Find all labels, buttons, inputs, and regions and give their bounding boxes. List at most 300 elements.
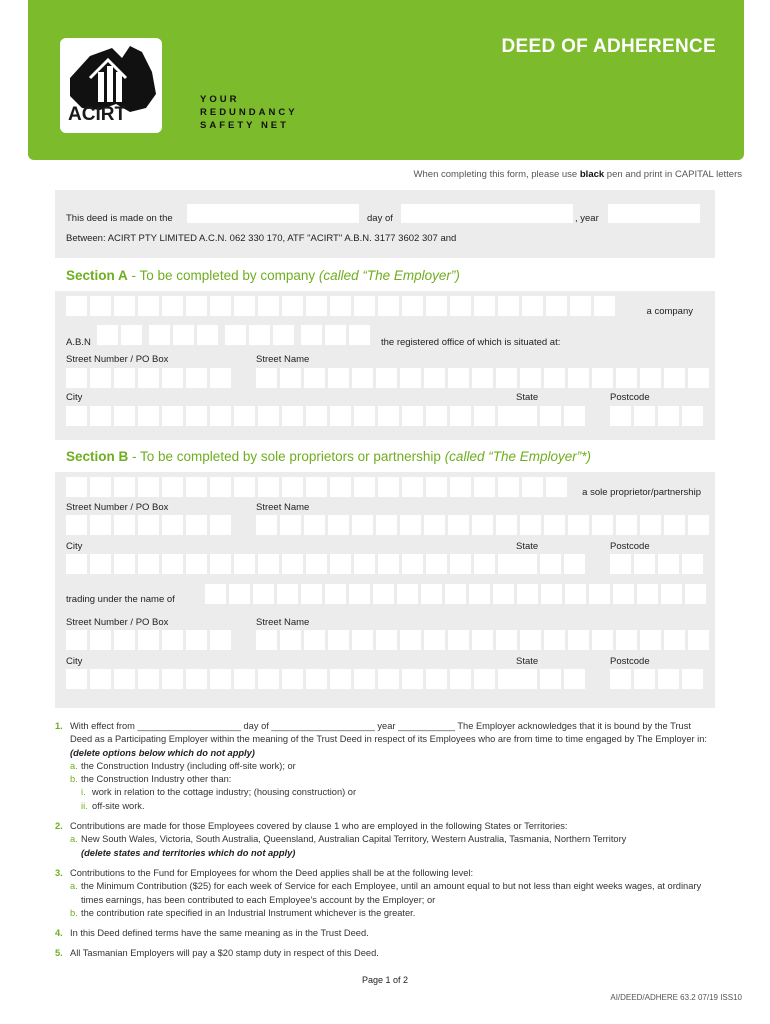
- character-box[interactable]: [114, 477, 135, 497]
- character-box[interactable]: [540, 669, 561, 689]
- character-box[interactable]: [90, 296, 111, 316]
- state-boxes[interactable]: [516, 554, 585, 574]
- state-label: State: [516, 656, 539, 667]
- character-box[interactable]: [280, 368, 301, 388]
- deed-day-field[interactable]: [187, 204, 359, 223]
- character-box[interactable]: [450, 477, 471, 497]
- character-box[interactable]: [426, 296, 447, 316]
- character-box[interactable]: [354, 296, 375, 316]
- character-box[interactable]: [376, 515, 397, 535]
- clause-number: 2.: [55, 821, 63, 832]
- city-boxes[interactable]: [66, 669, 519, 689]
- character-box[interactable]: [210, 630, 231, 650]
- street-number-label: Street Number / PO Box: [66, 502, 169, 513]
- character-box[interactable]: [658, 669, 679, 689]
- character-box[interactable]: [234, 477, 255, 497]
- state-boxes[interactable]: [516, 669, 585, 689]
- character-box[interactable]: [616, 368, 637, 388]
- character-box[interactable]: [426, 406, 447, 426]
- character-box[interactable]: [66, 554, 87, 574]
- character-box[interactable]: [256, 368, 277, 388]
- character-box[interactable]: [162, 554, 183, 574]
- between-text: Between: ACIRT PTY LIMITED A.C.N. 062 330 170, ATF "ACIRT" A.B.N. 3177 3602 307 and: [66, 233, 457, 244]
- deed-month-field[interactable]: [401, 204, 573, 223]
- character-box[interactable]: [328, 515, 349, 535]
- clause-note: (delete states and territories which do not apply): [81, 847, 296, 858]
- character-box[interactable]: [448, 515, 469, 535]
- character-box[interactable]: [376, 630, 397, 650]
- character-box[interactable]: [90, 477, 111, 497]
- character-box[interactable]: [90, 669, 111, 689]
- character-box[interactable]: [210, 368, 231, 388]
- character-box[interactable]: [546, 477, 567, 497]
- abn-boxes-4[interactable]: [301, 325, 370, 345]
- clause-4: [55, 927, 715, 940]
- street-number-boxes[interactable]: [66, 630, 231, 650]
- character-box[interactable]: [594, 296, 615, 316]
- character-box[interactable]: [540, 406, 561, 426]
- street-number-label: Street Number / PO Box: [66, 617, 169, 628]
- day-of-label: day of: [367, 213, 393, 224]
- character-box[interactable]: [121, 325, 142, 345]
- character-box[interactable]: [138, 669, 159, 689]
- character-box[interactable]: [301, 325, 322, 345]
- clause-text: All Tasmanian Employers will pay a $20 stamp duty in respect of this Deed.: [70, 948, 379, 959]
- character-box[interactable]: [66, 296, 87, 316]
- character-box[interactable]: [472, 515, 493, 535]
- clause-text: Contributions are made for those Employees covered by clause 1 who are employed in the following States or Territories:: [70, 821, 568, 832]
- section-a-title: [66, 268, 460, 283]
- character-box[interactable]: [210, 296, 231, 316]
- character-box[interactable]: [234, 406, 255, 426]
- postcode-label: Postcode: [610, 656, 650, 667]
- character-box[interactable]: [186, 630, 207, 650]
- street-name-boxes[interactable]: [256, 630, 709, 650]
- character-box[interactable]: [304, 515, 325, 535]
- character-box[interactable]: [517, 584, 538, 604]
- character-box[interactable]: [378, 554, 399, 574]
- character-box[interactable]: [97, 325, 118, 345]
- clause-option: the Minimum Contribution ($25) for each week of Service for each Employee, until an amount equal to but not less than eight weeks wages, at ordinary times earnings, has been contributed to each Employee's account by the Employer; or: [81, 881, 702, 905]
- character-box[interactable]: [304, 368, 325, 388]
- character-box[interactable]: [229, 584, 250, 604]
- character-box[interactable]: [568, 368, 589, 388]
- street-number-label: Street Number / PO Box: [66, 354, 169, 365]
- character-box[interactable]: [210, 554, 231, 574]
- instruction-text: pen and print in CAPITAL letters: [604, 169, 742, 180]
- character-box[interactable]: [90, 406, 111, 426]
- character-box[interactable]: [400, 515, 421, 535]
- character-box[interactable]: [520, 515, 541, 535]
- character-box[interactable]: [330, 477, 351, 497]
- character-box[interactable]: [564, 554, 585, 574]
- character-box[interactable]: [613, 584, 634, 604]
- character-box[interactable]: [616, 630, 637, 650]
- character-box[interactable]: [616, 515, 637, 535]
- page-title: DEED OF ADHERENCE: [501, 36, 716, 57]
- character-box[interactable]: [610, 669, 631, 689]
- section-a-called: (called “The Employer”): [318, 268, 460, 283]
- character-box[interactable]: [186, 368, 207, 388]
- character-box[interactable]: [658, 406, 679, 426]
- character-box[interactable]: [304, 630, 325, 650]
- abn-boxes-2[interactable]: [149, 325, 218, 345]
- clause-letter: b.: [70, 774, 78, 785]
- character-box[interactable]: [496, 368, 517, 388]
- character-box[interactable]: [448, 630, 469, 650]
- character-box[interactable]: [162, 406, 183, 426]
- character-box[interactable]: [378, 477, 399, 497]
- character-box[interactable]: [400, 630, 421, 650]
- character-box[interactable]: [114, 554, 135, 574]
- street-name-boxes[interactable]: [256, 368, 709, 388]
- deed-year-field[interactable]: [608, 204, 700, 223]
- character-box[interactable]: [249, 325, 270, 345]
- street-name-label: Street Name: [256, 617, 310, 628]
- character-box[interactable]: [66, 515, 87, 535]
- character-box[interactable]: [634, 406, 655, 426]
- character-box[interactable]: [688, 515, 709, 535]
- character-box[interactable]: [564, 669, 585, 689]
- postcode-boxes[interactable]: [610, 406, 703, 426]
- character-box[interactable]: [498, 296, 519, 316]
- section-a-label: Section A: [66, 268, 128, 283]
- state-boxes[interactable]: [516, 406, 585, 426]
- character-box[interactable]: [114, 368, 135, 388]
- street-name-label: Street Name: [256, 354, 310, 365]
- character-box[interactable]: [256, 630, 277, 650]
- character-box[interactable]: [325, 584, 346, 604]
- character-box[interactable]: [114, 406, 135, 426]
- character-box[interactable]: [306, 406, 327, 426]
- character-box[interactable]: [186, 296, 207, 316]
- clause-3: [55, 867, 715, 920]
- character-box[interactable]: [256, 515, 277, 535]
- character-box[interactable]: [589, 584, 610, 604]
- character-box[interactable]: [114, 515, 135, 535]
- character-box[interactable]: [450, 554, 471, 574]
- character-box[interactable]: [354, 406, 375, 426]
- character-box[interactable]: [496, 515, 517, 535]
- character-box[interactable]: [685, 584, 706, 604]
- character-box[interactable]: [664, 368, 685, 388]
- character-box[interactable]: [376, 368, 397, 388]
- character-box[interactable]: [378, 669, 399, 689]
- clause-number: 5.: [55, 948, 63, 959]
- city-boxes[interactable]: [66, 406, 519, 426]
- character-box[interactable]: [210, 406, 231, 426]
- character-box[interactable]: [424, 368, 445, 388]
- character-box[interactable]: [354, 669, 375, 689]
- character-box[interactable]: [450, 296, 471, 316]
- character-box[interactable]: [634, 554, 655, 574]
- character-box[interactable]: [682, 669, 703, 689]
- character-box[interactable]: [688, 368, 709, 388]
- character-box[interactable]: [448, 368, 469, 388]
- character-box[interactable]: [258, 669, 279, 689]
- character-box[interactable]: [445, 584, 466, 604]
- clauses: [55, 720, 715, 968]
- character-box[interactable]: [682, 406, 703, 426]
- character-box[interactable]: [352, 515, 373, 535]
- character-box[interactable]: [426, 669, 447, 689]
- state-label: State: [516, 541, 539, 552]
- character-box[interactable]: [544, 630, 565, 650]
- character-box[interactable]: [400, 368, 421, 388]
- year-label: , year: [575, 213, 599, 224]
- character-box[interactable]: [592, 630, 613, 650]
- character-box[interactable]: [273, 325, 294, 345]
- city-boxes[interactable]: [66, 554, 519, 574]
- clause-option: the Construction Industry (including off-site work); or: [81, 760, 296, 771]
- character-box[interactable]: [498, 477, 519, 497]
- character-box[interactable]: [234, 554, 255, 574]
- section-a-panel: [55, 291, 715, 440]
- character-box[interactable]: [90, 630, 111, 650]
- character-box[interactable]: [328, 630, 349, 650]
- character-box[interactable]: [540, 554, 561, 574]
- character-box[interactable]: [149, 325, 170, 345]
- character-box[interactable]: [570, 296, 591, 316]
- character-box[interactable]: [661, 584, 682, 604]
- character-box[interactable]: [162, 515, 183, 535]
- character-box[interactable]: [402, 669, 423, 689]
- character-box[interactable]: [205, 584, 226, 604]
- character-box[interactable]: [162, 368, 183, 388]
- character-box[interactable]: [493, 584, 514, 604]
- character-box[interactable]: [474, 554, 495, 574]
- character-box[interactable]: [210, 515, 231, 535]
- character-box[interactable]: [210, 477, 231, 497]
- character-box[interactable]: [522, 477, 543, 497]
- character-box[interactable]: [234, 296, 255, 316]
- character-box[interactable]: [522, 296, 543, 316]
- character-box[interactable]: [592, 515, 613, 535]
- character-box[interactable]: [354, 477, 375, 497]
- abn-boxes-3[interactable]: [225, 325, 294, 345]
- trading-name-label: trading under the name of: [66, 594, 175, 605]
- postcode-boxes[interactable]: [610, 554, 703, 574]
- character-box[interactable]: [426, 554, 447, 574]
- character-box[interactable]: [354, 554, 375, 574]
- character-box[interactable]: [378, 296, 399, 316]
- tagline-line: YOUR: [200, 94, 240, 105]
- character-box[interactable]: [186, 477, 207, 497]
- postcode-boxes[interactable]: [610, 669, 703, 689]
- character-box[interactable]: [138, 406, 159, 426]
- clause-option: work in relation to the cottage industry; (housing construction) or: [92, 787, 357, 798]
- character-box[interactable]: [330, 669, 351, 689]
- character-box[interactable]: [426, 477, 447, 497]
- deed-date-panel: [55, 190, 715, 258]
- character-box[interactable]: [162, 477, 183, 497]
- character-box[interactable]: [450, 669, 471, 689]
- character-box[interactable]: [546, 296, 567, 316]
- character-box[interactable]: [306, 296, 327, 316]
- clause-number: 3.: [55, 867, 63, 878]
- character-box[interactable]: [424, 515, 445, 535]
- character-box[interactable]: [520, 630, 541, 650]
- character-box[interactable]: [282, 669, 303, 689]
- character-box[interactable]: [90, 368, 111, 388]
- character-box[interactable]: [162, 296, 183, 316]
- character-box[interactable]: [544, 368, 565, 388]
- character-box[interactable]: [658, 554, 679, 574]
- character-box[interactable]: [424, 630, 445, 650]
- character-box[interactable]: [373, 584, 394, 604]
- character-box[interactable]: [114, 630, 135, 650]
- postcode-label: Postcode: [610, 541, 650, 552]
- character-box[interactable]: [402, 554, 423, 574]
- section-a-text: - To be completed by company: [127, 268, 319, 283]
- character-box[interactable]: [162, 669, 183, 689]
- character-box[interactable]: [564, 406, 585, 426]
- street-name-boxes[interactable]: [256, 515, 709, 535]
- character-box[interactable]: [282, 477, 303, 497]
- character-box[interactable]: [66, 368, 87, 388]
- section-b-label: Section B: [66, 449, 129, 464]
- character-box[interactable]: [474, 477, 495, 497]
- character-box[interactable]: [640, 368, 661, 388]
- character-box[interactable]: [450, 406, 471, 426]
- character-box[interactable]: [66, 406, 87, 426]
- character-box[interactable]: [474, 406, 495, 426]
- character-box[interactable]: [306, 477, 327, 497]
- character-box[interactable]: [568, 630, 589, 650]
- character-box[interactable]: [682, 554, 703, 574]
- character-box[interactable]: [352, 368, 373, 388]
- character-box[interactable]: [253, 584, 274, 604]
- character-box[interactable]: [66, 630, 87, 650]
- character-box[interactable]: [664, 630, 685, 650]
- character-box[interactable]: [90, 515, 111, 535]
- character-box[interactable]: [541, 584, 562, 604]
- character-box[interactable]: [397, 584, 418, 604]
- character-box[interactable]: [516, 554, 537, 574]
- clause-text: With effect from ____________________ day of ____________________ year ___________ The Employer acknowledges that it is bound by the Trust Deed as a Participating Employer within the meaning of the Trust Deed in respect of its Employees who are from time to time engaged by The Employer in:: [70, 721, 707, 745]
- character-box[interactable]: [664, 515, 685, 535]
- character-box[interactable]: [402, 296, 423, 316]
- clause-letter: a.: [70, 760, 78, 771]
- character-box[interactable]: [378, 406, 399, 426]
- character-box[interactable]: [472, 630, 493, 650]
- character-box[interactable]: [66, 669, 87, 689]
- character-box[interactable]: [421, 584, 442, 604]
- character-box[interactable]: [610, 554, 631, 574]
- character-box[interactable]: [349, 584, 370, 604]
- character-box[interactable]: [258, 296, 279, 316]
- character-box[interactable]: [516, 669, 537, 689]
- trading-name-boxes[interactable]: [205, 584, 706, 604]
- character-box[interactable]: [197, 325, 218, 345]
- character-box[interactable]: [592, 368, 613, 388]
- character-box[interactable]: [565, 584, 586, 604]
- character-box[interactable]: [90, 554, 111, 574]
- character-box[interactable]: [225, 325, 246, 345]
- character-box[interactable]: [114, 669, 135, 689]
- character-box[interactable]: [634, 669, 655, 689]
- character-box[interactable]: [306, 669, 327, 689]
- city-label: City: [66, 541, 83, 552]
- character-box[interactable]: [258, 477, 279, 497]
- character-box[interactable]: [280, 515, 301, 535]
- character-box[interactable]: [637, 584, 658, 604]
- character-box[interactable]: [352, 630, 373, 650]
- character-box[interactable]: [568, 515, 589, 535]
- character-box[interactable]: [138, 515, 159, 535]
- character-box[interactable]: [282, 296, 303, 316]
- character-box[interactable]: [330, 406, 351, 426]
- character-box[interactable]: [301, 584, 322, 604]
- character-box[interactable]: [138, 368, 159, 388]
- character-box[interactable]: [474, 296, 495, 316]
- character-box[interactable]: [66, 477, 87, 497]
- clause-letter: ii.: [81, 800, 88, 811]
- street-number-boxes[interactable]: [66, 368, 231, 388]
- clause-2: [55, 820, 715, 860]
- street-number-boxes[interactable]: [66, 515, 231, 535]
- character-box[interactable]: [610, 406, 631, 426]
- character-box[interactable]: [277, 584, 298, 604]
- character-box[interactable]: [325, 325, 346, 345]
- character-box[interactable]: [280, 630, 301, 650]
- character-box[interactable]: [472, 368, 493, 388]
- character-box[interactable]: [516, 406, 537, 426]
- character-box[interactable]: [496, 630, 517, 650]
- character-box[interactable]: [138, 296, 159, 316]
- sole-proprietor-name-boxes[interactable]: [66, 477, 567, 497]
- character-box[interactable]: [138, 477, 159, 497]
- character-box[interactable]: [402, 406, 423, 426]
- clause-5: [55, 947, 715, 960]
- character-box[interactable]: [138, 630, 159, 650]
- character-box[interactable]: [162, 630, 183, 650]
- character-box[interactable]: [114, 296, 135, 316]
- character-box[interactable]: [173, 325, 194, 345]
- character-box[interactable]: [210, 669, 231, 689]
- abn-label: A.B.N: [66, 337, 91, 348]
- character-box[interactable]: [688, 630, 709, 650]
- character-box[interactable]: [640, 630, 661, 650]
- character-box[interactable]: [402, 477, 423, 497]
- character-box[interactable]: [282, 406, 303, 426]
- character-box[interactable]: [186, 669, 207, 689]
- clause-option: off-site work.: [92, 800, 145, 811]
- abn-boxes-1[interactable]: [97, 325, 142, 345]
- character-box[interactable]: [186, 554, 207, 574]
- character-box[interactable]: [282, 554, 303, 574]
- company-name-boxes[interactable]: [66, 296, 615, 316]
- character-box[interactable]: [138, 554, 159, 574]
- character-box[interactable]: [469, 584, 490, 604]
- character-box[interactable]: [330, 296, 351, 316]
- character-box[interactable]: [330, 554, 351, 574]
- character-box[interactable]: [544, 515, 565, 535]
- character-box[interactable]: [640, 515, 661, 535]
- character-box[interactable]: [349, 325, 370, 345]
- character-box[interactable]: [234, 669, 255, 689]
- character-box[interactable]: [306, 554, 327, 574]
- character-box[interactable]: [186, 515, 207, 535]
- character-box[interactable]: [474, 669, 495, 689]
- company-label: a company: [646, 306, 693, 317]
- character-box[interactable]: [258, 554, 279, 574]
- character-box[interactable]: [186, 406, 207, 426]
- character-box[interactable]: [328, 368, 349, 388]
- character-box[interactable]: [258, 406, 279, 426]
- tagline-line: REDUNDANCY: [200, 107, 298, 118]
- character-box[interactable]: [520, 368, 541, 388]
